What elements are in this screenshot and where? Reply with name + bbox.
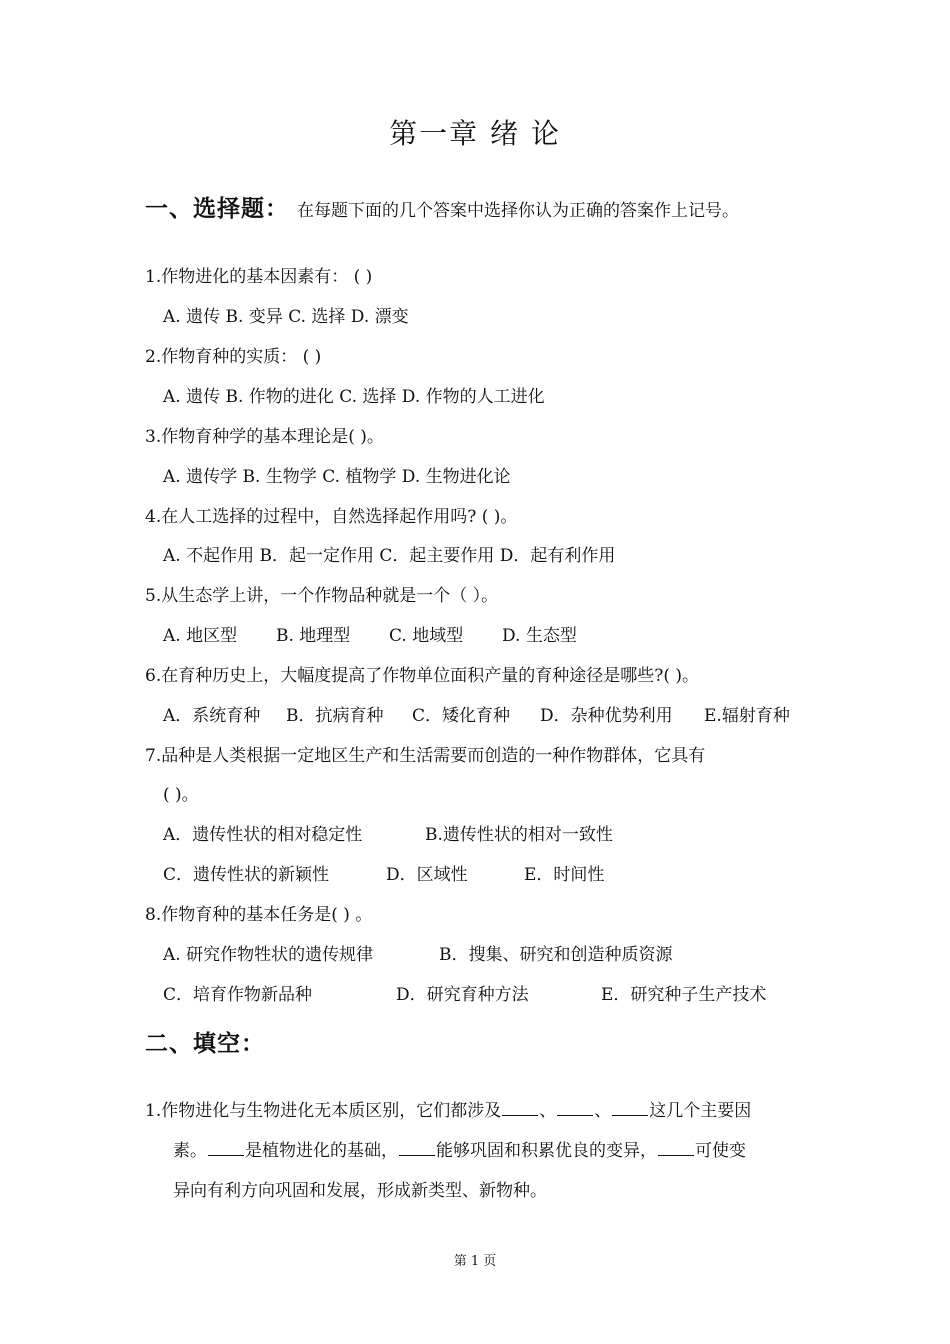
question-6-options	[163, 701, 790, 726]
fill-text: 1.作物进化与生物进化无本质区别，它们都涉及	[145, 1101, 502, 1121]
question-3: 3.作物育种学的基本理论是( )。	[145, 427, 384, 447]
fill-separator: 、	[594, 1101, 612, 1121]
question-3-options: A. 遗传学 B. 生物学 C. 植物学 D. 生物进化论	[163, 467, 511, 487]
fill-text: 可使变	[695, 1141, 746, 1161]
option: E．研究种子生产技术	[601, 985, 767, 1005]
option: D．杂种优势利用	[540, 706, 673, 726]
answer-blank[interactable]	[658, 1141, 694, 1156]
page-number: 第 1 页	[453, 1254, 497, 1269]
option: B.遗传性状的相对一致性	[425, 825, 613, 845]
option: A．系统育种	[163, 706, 261, 726]
option: E.辐射育种	[704, 706, 790, 726]
question-8: 8.作物育种的基本任务是( ) 。	[145, 905, 373, 925]
fill-question-1-line3: 异向有利方向巩固和发展，形成新类型、新物种。	[173, 1181, 547, 1201]
answer-blank[interactable]	[612, 1101, 648, 1116]
question-1-options: A. 遗传 B. 变异 C. 选择 D. 漂变	[163, 307, 409, 327]
option: B．搜集、研究和创造种质资源	[439, 945, 673, 965]
answer-blank[interactable]	[502, 1101, 538, 1116]
fill-text: 这几个主要因	[649, 1101, 752, 1121]
option: B. 地理型	[276, 626, 351, 646]
section-heading-fill	[145, 1025, 265, 1058]
section-heading-choice	[145, 190, 739, 223]
option: A. 地区型	[163, 626, 238, 646]
answer-blank[interactable]	[557, 1101, 593, 1116]
option: C. 地域型	[389, 626, 464, 646]
fill-question-1-line2	[173, 1136, 746, 1161]
answer-blank[interactable]	[399, 1141, 435, 1156]
fill-text: 能够巩固和积累优良的变异，	[436, 1141, 657, 1161]
fill-question-1-line1	[145, 1096, 751, 1121]
page-title: 第一章 绪 论	[389, 117, 561, 150]
option: A．遗传性状的相对稳定性	[163, 825, 363, 845]
option: C．遗传性状的新颖性	[163, 865, 330, 885]
option: E．时间性	[524, 865, 605, 885]
fill-text: 是植物进化的基础，	[245, 1141, 398, 1161]
question-6: 6.在育种历史上，大幅度提高了作物单位面积产量的育种途径是哪些?( )。	[145, 666, 700, 686]
question-7-options-row2	[163, 860, 604, 885]
question-7-continuation: ( )。	[163, 785, 199, 805]
option: D．区域性	[386, 865, 468, 885]
question-1: 1.作物进化的基本因素有： ( )	[145, 267, 373, 287]
option: D．研究育种方法	[396, 985, 529, 1005]
answer-blank[interactable]	[208, 1141, 244, 1156]
section-description: 在每题下面的几个答案中选择你认为正确的答案作上记号。	[297, 201, 739, 221]
fill-separator: 、	[539, 1101, 557, 1121]
option: A. 研究作物牲状的遗传规律	[163, 945, 374, 965]
section-label: 一、选择题：	[145, 196, 289, 222]
question-4: 4.在人工选择的过程中，自然选择起作用吗? ( )。	[145, 507, 518, 527]
option: D. 生态型	[502, 626, 577, 646]
question-5-options	[163, 621, 577, 646]
option: C．矮化育种	[412, 706, 511, 726]
question-2-options: A. 遗传 B. 作物的进化 C. 选择 D. 作物的人工进化	[163, 387, 545, 407]
question-8-options-row1	[163, 940, 673, 965]
question-7: 7.品种是人类根据一定地区生产和生活需要而创造的一种作物群体，它具有	[145, 746, 706, 766]
option: C．培育作物新品种	[163, 985, 313, 1005]
question-8-options-row2	[163, 980, 766, 1005]
fill-text: 素。	[173, 1141, 207, 1161]
question-4-options: A. 不起作用 B．起一定作用 C．起主要作用 D．起有利作用	[163, 546, 616, 566]
question-2: 2.作物育种的实质： ( )	[145, 347, 322, 367]
question-7-options-row1	[163, 820, 613, 845]
option: B．抗病育种	[286, 706, 384, 726]
question-5: 5.从生态学上讲，一个作物品种就是一个（ ）。	[145, 586, 499, 606]
section-label: 二、填空：	[145, 1031, 265, 1057]
